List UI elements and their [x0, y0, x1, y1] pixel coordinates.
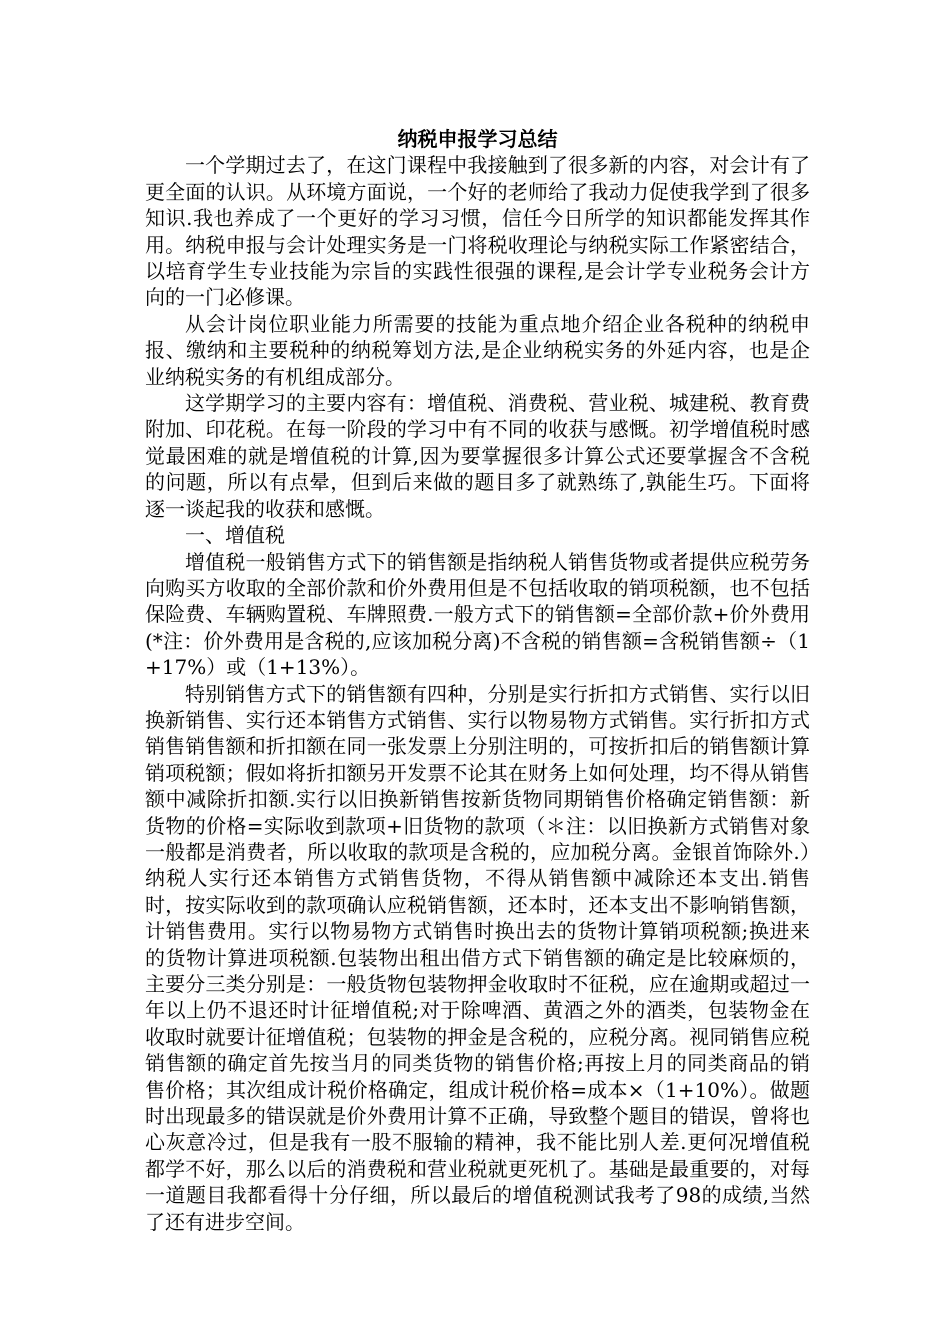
paragraph-intro: 一个学期过去了，在这门课程中我接触到了很多新的内容，对会计有了更全面的认识。从环境方面说，一个好的老师给了我动力促使我学到了很多知识.我也养成了一个更好的学习习惯，信任今日所学的知识都能发挥其作用。纳税申报与会计处理实务是一门将税收理论与纳税实际工作紧密结合，以培育学生专业技能为宗旨的实践性很强的课程,是会计学专业税务会计方向的一门必修课。: [145, 153, 810, 310]
paragraph-vat-special: 特别销售方式下的销售额有四种，分别是实行折扣方式销售、实行以旧换新销售、实行还本销售方式销售、实行以物易物方式销售。实行折扣方式销售销售额和折扣额在同一张发票上分别注明的，可按折扣后的销售额计算销项税额；假如将折扣额另开发票不论其在财务上如何处理，均不得从销售额中减除折扣额.实行以旧换新销售按新货物同期销售价格确定销售额：新货物的价格=实际收到款项+旧货物的款项（＊注：以旧换新方式销售对象一般都是消费者，所以收取的款项是含税的，应加税分离。金银首饰除外.）纳税人实行还本销售方式销售货物，不得从销售额中减除还本支出.销售时，按实际收到的款项确认应税销售额，还本时，还本支出不影响销售额，计销售费用。实行以物易物方式销售时换出去的货物计算销项税额;换进来的货物计算进项税额.包装物出租出借方式下销售额的确定是比较麻烦的，主要分三类分别是：一般货物包装物押金收取时不征税，应在逾期或超过一年以上仍不退还时计征增值税;对于除啤酒、黄酒之外的酒类，包装物金在收取时就要计征增值税；包装物的押金是含税的，应税分离。视同销售应税销售额的确定首先按当月的同类货物的销售价格;再按上月的同类商品的销售价格；其次组成计税价格确定，组成计税价格=成本×（1+10%）。做题时出现最多的错误就是价外费用计算不正确，导致整个题目的错误，曾将也心灰意冷过，但是我有一股不服输的精神，我不能比别人差.更何况增值税都学不好，那么以后的消费税和营业税就更死机了。基础是最重要的，对每一道题目我都看得十分仔细，所以最后的增值税测试我考了98的成绩,当然了还有进步空间。: [145, 681, 810, 1234]
document-title: 纳税申报学习总结: [397, 127, 558, 151]
document-page: [145, 126, 810, 1235]
paragraph-vat-general: 增值税一般销售方式下的销售额是指纳税人销售货物或者提供应税劳务向购买方收取的全部价款和价外费用但是不包括收取的销项税额，也不包括保险费、车辆购置税、车牌照费.一般方式下的销售额=全部价款+价外费用(*注：价外费用是含税的,应该加税分离)不含税的销售额=含税销售额÷（1+17%）或（1+13%）。: [145, 549, 810, 680]
paragraph-contents: 这学期学习的主要内容有：增值税、消费税、营业税、城建税、教育费附加、印花税。在每一阶段的学习中有不同的收获与感慨。初学增值税时感觉最困难的就是增值税的计算,因为要掌握很多计算公式还要掌握含不含税的问题，所以有点晕，但到后来做的题目多了就熟练了,孰能生巧。下面将逐一谈起我的收获和感慨。: [145, 391, 810, 521]
section-heading-vat: 一、增值税: [185, 523, 285, 548]
paragraph-skills: 从会计岗位职业能力所需要的技能为重点地介绍企业各税种的纳税申报、缴纳和主要税种的纳税筹划方法,是企业纳税实务的外延内容，也是企业纳税实务的有机组成部分。: [145, 311, 810, 389]
